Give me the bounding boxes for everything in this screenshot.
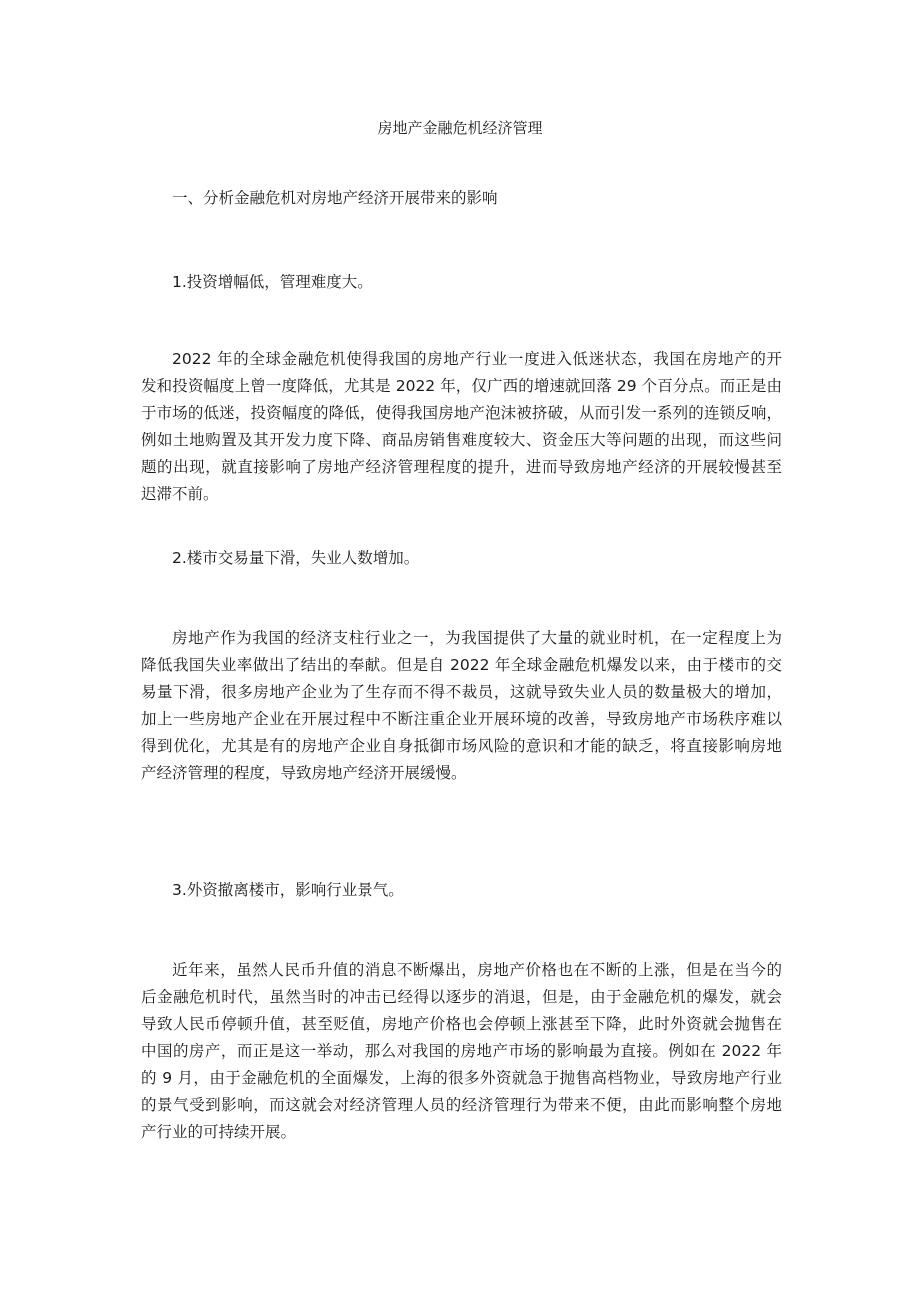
paragraph-line: 导致人民币停顿升值，甚至贬值，房地产价格也会停顿上涨甚至下降，此时外资就会抛售在 bbox=[141, 1015, 782, 1033]
paragraph-1 bbox=[141, 346, 782, 508]
paragraph-line: 得到优化，尤其是有的房地产企业自身抵御市场风险的意识和才能的缺乏，将直接影响房地 bbox=[141, 737, 782, 755]
paragraph-3 bbox=[141, 957, 782, 1146]
paragraph-line: 易量下滑，很多房地产企业为了生存而不得不裁员，这就导致失业人员的数量极大的增加， bbox=[141, 683, 782, 701]
subsection-heading-3: 3.外资撤离楼市，影响行业景气。 bbox=[172, 881, 404, 899]
paragraph-2 bbox=[141, 625, 782, 787]
paragraph-line: 2022 年的全球金融危机使得我国的房地产行业一度进入低迷状态，我国在房地产的开 bbox=[172, 350, 782, 368]
paragraph-line: 降低我国失业率做出了结出的奉献。但是自 2022 年全球金融危机爆发以来，由于楼市的交 bbox=[141, 656, 782, 674]
paragraph-line: 后金融危机时代，虽然当时的冲击已经得以逐步的消退，但是，由于金融危机的爆发，就会 bbox=[141, 988, 782, 1006]
paragraph-line: 迟滞不前。 bbox=[141, 485, 219, 503]
paragraph-line: 近年来，虽然人民币升值的消息不断爆出，房地产价格也在不断的上涨，但是在当今的 bbox=[172, 961, 782, 979]
section-heading: 一、分析金融危机对房地产经济开展带来的影响 bbox=[172, 189, 498, 207]
document-title: 房地产金融危机经济管理 bbox=[377, 119, 543, 137]
paragraph-line: 产经济管理的程度，导致房地产经济开展缓慢。 bbox=[141, 764, 467, 782]
paragraph-line: 的景气受到影响，而这就会对经济管理人员的经济管理行为带来不便，由此而影响整个房地 bbox=[141, 1096, 782, 1114]
subsection-heading-2: 2.楼市交易量下滑，失业人数增加。 bbox=[172, 549, 420, 567]
paragraph-line: 于市场的低迷，投资幅度的降低，使得我国房地产泡沫被挤破，从而引发一系列的连锁反响， bbox=[141, 404, 782, 422]
paragraph-line: 的 9 月，由于金融危机的全面爆发，上海的很多外资就急于抛售高档物业，导致房地产行业 bbox=[141, 1069, 782, 1087]
paragraph-line: 加上一些房地产企业在开展过程中不断注重企业开展环境的改善，导致房地产市场秩序难以 bbox=[141, 710, 782, 728]
paragraph-line: 中国的房产，而正是这一举动，那么对我国的房地产市场的影响最为直接。例如在 2022 年 bbox=[141, 1042, 782, 1060]
subsection-heading-1: 1.投资增幅低，管理难度大。 bbox=[172, 273, 373, 291]
paragraph-line: 例如土地购置及其开发力度下降、商品房销售难度较大、资金压大等问题的出现，而这些问 bbox=[141, 431, 782, 449]
paragraph-line: 房地产作为我国的经济支柱行业之一，为我国提供了大量的就业时机，在一定程度上为 bbox=[172, 629, 782, 647]
paragraph-line: 产行业的可持续开展。 bbox=[141, 1123, 297, 1141]
paragraph-line: 题的出现，就直接影响了房地产经济管理程度的提升，进而导致房地产经济的开展较慢甚至 bbox=[141, 458, 782, 476]
paragraph-line: 发和投资幅度上曾一度降低，尤其是 2022 年，仅广西的增速就回落 29 个百分点。而正是由 bbox=[141, 377, 782, 395]
